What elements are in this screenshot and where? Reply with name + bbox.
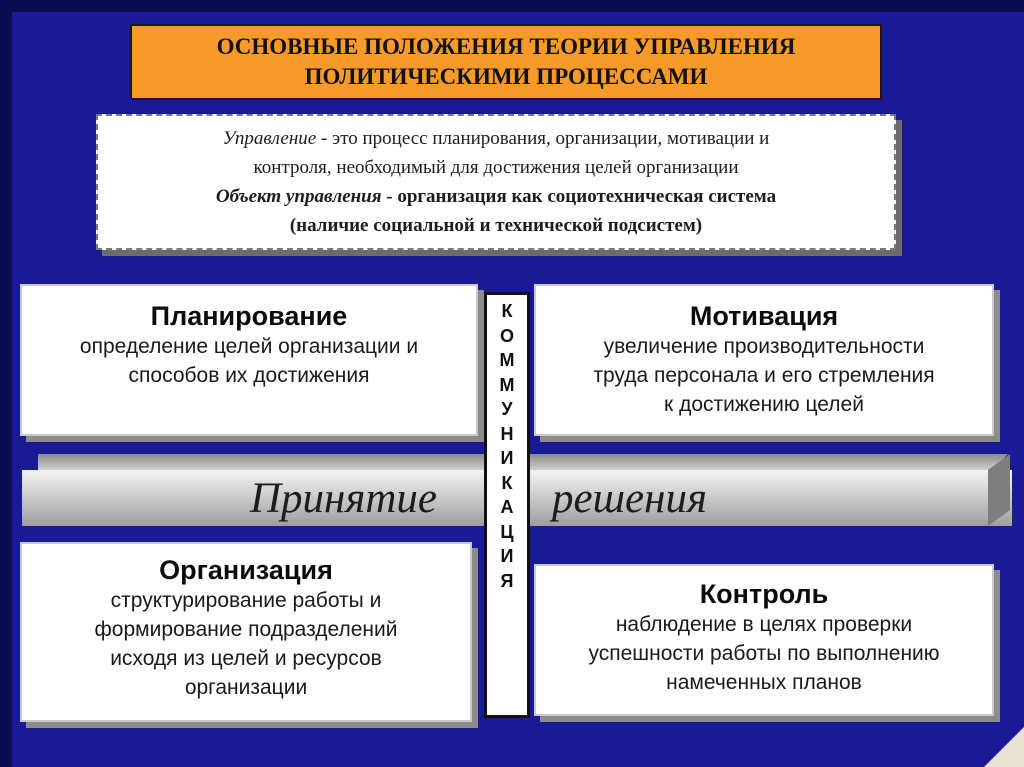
communication-letter: И — [500, 448, 514, 468]
control-text-3: намеченных планов — [666, 671, 862, 694]
control-heading: Контроль — [699, 579, 829, 609]
term-management: Управление — [222, 128, 317, 149]
frame-left — [0, 0, 12, 767]
title-box — [130, 24, 882, 100]
control-text-1: наблюдение в целях проверки — [615, 613, 913, 636]
definition-box — [96, 114, 896, 250]
motivation-text-3: к достижению целей — [664, 393, 864, 416]
planning-text-2: способов их достижения — [128, 364, 370, 387]
communication-letter: Я — [500, 570, 514, 591]
decision-word-1: Принятие — [250, 475, 438, 522]
communication-letter: У — [501, 399, 513, 419]
motivation-text-1: увеличение производительности — [603, 335, 925, 358]
communication-letter: К — [501, 472, 513, 493]
organization-text-3: исходя из целей и ресурсов — [110, 647, 382, 670]
definition-line-4: (наличие социальной и технической подсистем) — [289, 215, 703, 236]
definition-line-1 — [98, 124, 894, 153]
organization-text-4: организации — [184, 676, 308, 699]
planning-card — [20, 284, 478, 436]
communication-letter: А — [500, 497, 514, 517]
communication-column — [484, 292, 530, 718]
control-card — [534, 564, 994, 716]
control-text-2: успешности работы по выполнению — [588, 642, 940, 665]
planning-text-1: определение целей организации и — [79, 335, 419, 358]
definition-text-2a: - организация как социотехническая система — [381, 186, 777, 207]
page-corner — [984, 727, 1024, 767]
communication-letter: И — [500, 546, 514, 566]
organization-text-1: структурирование работы и — [110, 589, 382, 612]
definition-text-1a: - это процесс планирования, организации, мотивации и — [316, 128, 770, 149]
definition-line-2: контроля, необходимый для достижения целей организации — [253, 157, 739, 178]
communication-letter: М — [499, 350, 515, 370]
organization-text-2: формирование подразделений — [94, 618, 398, 641]
organization-card — [20, 542, 472, 722]
organization-heading: Организация — [159, 555, 333, 585]
communication-letter: К — [501, 301, 513, 321]
motivation-card — [534, 284, 994, 436]
motivation-text-2: труда персонала и его стремления — [593, 364, 935, 387]
title-line-2: ПОЛИТИЧЕСКИМИ ПРОЦЕССАМИ — [304, 64, 708, 89]
title-line-1: ОСНОВНЫЕ ПОЛОЖЕНИЯ ТЕОРИИ УПРАВЛЕНИЯ — [216, 34, 796, 59]
communication-letter: Н — [500, 423, 514, 444]
term-object: Объект управления — [215, 186, 382, 207]
communication-letter: Ц — [500, 521, 514, 542]
communication-letter: О — [499, 325, 514, 346]
definition-line-3 — [98, 182, 894, 211]
decision-word-2: решения — [552, 475, 707, 522]
frame-top — [0, 0, 1024, 12]
motivation-heading: Мотивация — [689, 301, 839, 331]
planning-heading: Планирование — [150, 301, 348, 331]
communication-letter: М — [499, 374, 515, 395]
